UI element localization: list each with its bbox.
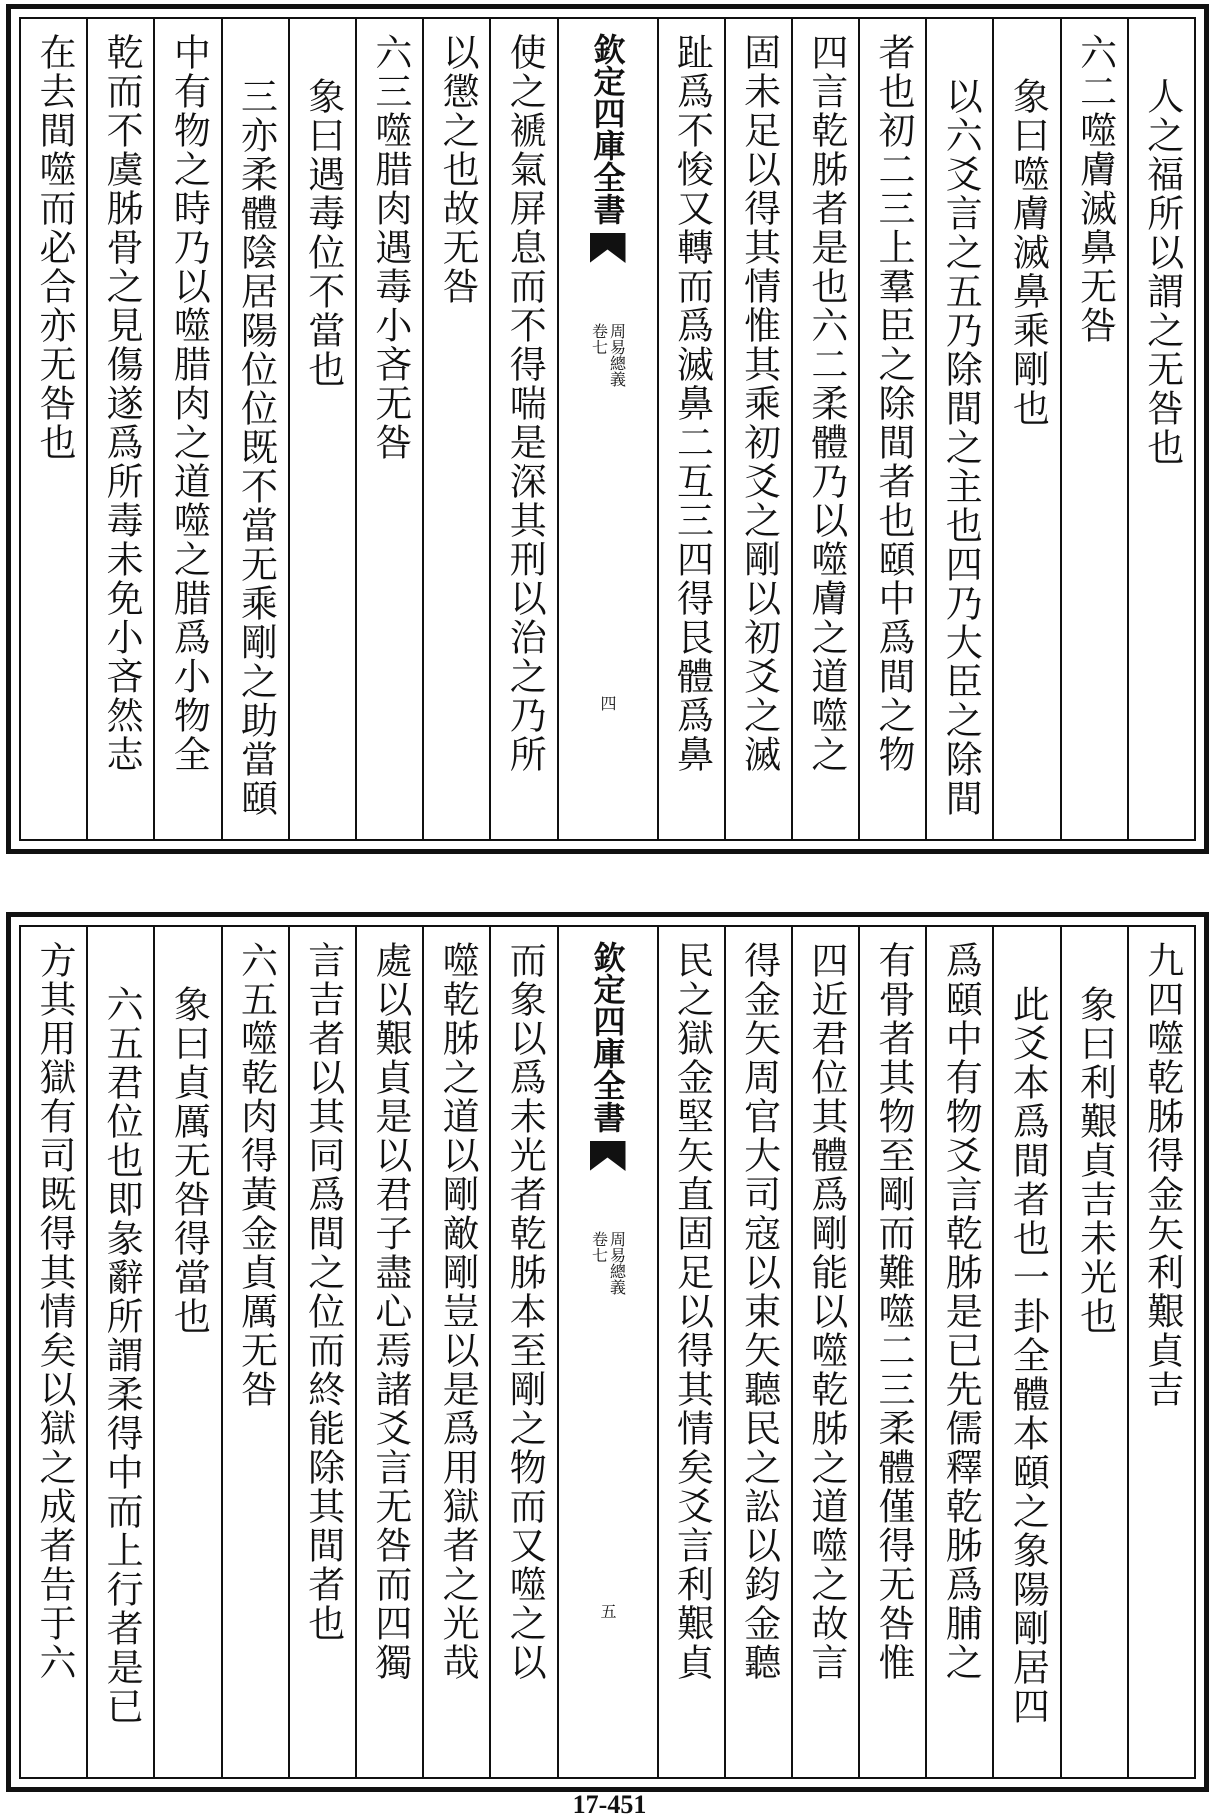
text-column <box>153 927 220 1777</box>
column-text: 乾而不虞胏骨之見傷遂爲所毒未免小吝然志 <box>100 33 144 774</box>
column-text: 象曰貞厲无咎得當也 <box>167 985 211 1336</box>
top-page-columns <box>21 19 1194 839</box>
column-text: 方其用獄有司既得其情矣以獄之成者告于六 <box>32 941 76 1682</box>
text-column <box>1060 19 1127 839</box>
text-column <box>221 927 288 1777</box>
volume-label <box>591 323 625 387</box>
text-column <box>657 927 724 1777</box>
leaf-number: 五 <box>598 1603 617 1619</box>
column-text: 六五噬乾肉得黃金貞厲无咎 <box>234 941 278 1409</box>
text-column <box>489 927 556 1777</box>
text-column <box>489 19 556 839</box>
text-column <box>858 927 925 1777</box>
column-text: 四近君位其體爲剛能以噬乾胏之道噬之故言 <box>804 941 848 1682</box>
column-text: 使之褫氣屏息而不得喘是深其刑以治之乃所 <box>503 33 547 774</box>
top-page-frame <box>19 17 1196 841</box>
text-column <box>791 19 858 839</box>
text-column <box>992 19 1059 839</box>
text-column <box>288 927 355 1777</box>
column-text: 民之獄金堅矢直固足以得其情矣爻言利艱貞 <box>670 941 714 1682</box>
text-column <box>422 927 489 1777</box>
text-column <box>925 927 992 1777</box>
text-column <box>724 927 791 1777</box>
bottom-page-columns <box>21 927 1194 1777</box>
column-text: 象曰利艱貞吉未光也 <box>1073 985 1117 1336</box>
text-column <box>355 927 422 1777</box>
center-gutter <box>557 927 657 1777</box>
text-column <box>724 19 791 839</box>
column-text: 處以艱貞是以君子盡心焉諸爻言无咎而四獨 <box>368 941 412 1682</box>
text-column <box>21 19 86 839</box>
text-column <box>1127 19 1194 839</box>
text-column <box>21 927 86 1777</box>
column-text: 在去間噬而必合亦无咎也 <box>32 33 76 462</box>
column-text: 以懲之也故无咎 <box>436 33 480 306</box>
volume-number: 卷七 <box>589 1231 609 1263</box>
column-text: 者也初二三上羣臣之除間者也頤中爲間之物 <box>872 33 915 774</box>
text-column <box>221 19 288 839</box>
column-text: 噬乾胏之道以剛敵剛豈以是爲用獄者之光哉 <box>436 941 480 1682</box>
column-text: 中有物之時乃以噬腊肉之道噬之腊爲小物全 <box>167 33 211 774</box>
volume-number: 卷七 <box>589 323 609 355</box>
column-text: 九四噬乾胏得金矢利艱貞吉 <box>1140 941 1184 1409</box>
column-text: 有骨者其物至剛而難噬二三柔體僅得无咎惟 <box>872 941 915 1682</box>
text-column <box>858 19 925 839</box>
folio-number: 17-451 <box>572 1790 647 1819</box>
column-text: 象曰噬膚滅鼻乘剛也 <box>1006 77 1050 428</box>
text-column <box>86 927 153 1777</box>
text-column <box>657 19 724 839</box>
column-text: 此爻本爲間者也一卦全體本頤之象陽剛居四 <box>1006 985 1050 1726</box>
text-column <box>86 19 153 839</box>
column-text: 趾爲不悛又轉而爲滅鼻二互三四得艮體爲鼻 <box>670 33 714 774</box>
volume-title: 周易總義 <box>607 1231 627 1295</box>
column-text: 得金矢周官大司寇以束矢聽民之訟以鈞金聽 <box>737 941 781 1682</box>
column-text: 六五君位也即彖辭所謂柔得中而上行者是已 <box>100 985 144 1726</box>
fishtail-mark-icon <box>590 233 626 263</box>
text-column <box>791 927 858 1777</box>
column-text: 以六爻言之五乃除間之主也四乃大臣之除間 <box>939 77 983 818</box>
book-title: 欽定四庫全書 <box>588 33 627 225</box>
column-text: 象曰遇毒位不當也 <box>301 77 345 389</box>
column-text: 爲頤中有物爻言乾胏是已先儒釋乾胏爲脯之 <box>939 941 983 1682</box>
text-column <box>1127 927 1194 1777</box>
column-text: 而象以爲未光者乾胏本至剛之物而又噬之以 <box>503 941 547 1682</box>
text-column <box>288 19 355 839</box>
column-text: 言吉者以其同爲間之位而終能除其間者也 <box>301 941 345 1643</box>
bottom-page <box>6 912 1209 1792</box>
column-text: 四言乾胏者是也六二柔體乃以噬膚之道噬之 <box>804 33 848 774</box>
top-page <box>6 4 1209 854</box>
bottom-page-frame <box>19 925 1196 1779</box>
text-column <box>422 19 489 839</box>
center-gutter <box>557 19 657 839</box>
column-text: 六二噬膚滅鼻无咎 <box>1073 33 1117 345</box>
column-text: 三亦柔體陰居陽位位既不當无乘剛之助當頤 <box>234 77 278 818</box>
fishtail-mark-icon <box>590 1141 626 1171</box>
text-column <box>992 927 1059 1777</box>
leaf-number: 四 <box>598 695 617 711</box>
text-column <box>355 19 422 839</box>
volume-title: 周易總義 <box>607 323 627 387</box>
text-column <box>925 19 992 839</box>
volume-label <box>591 1231 625 1295</box>
text-column <box>153 19 220 839</box>
column-text: 人之福所以謂之无咎也 <box>1140 77 1184 467</box>
text-column <box>1060 927 1127 1777</box>
column-text: 六三噬腊肉遇毒小吝无咎 <box>368 33 412 462</box>
column-text: 固未足以得其情惟其乘初爻之剛以初爻之滅 <box>737 33 781 774</box>
book-title: 欽定四庫全書 <box>588 941 627 1133</box>
